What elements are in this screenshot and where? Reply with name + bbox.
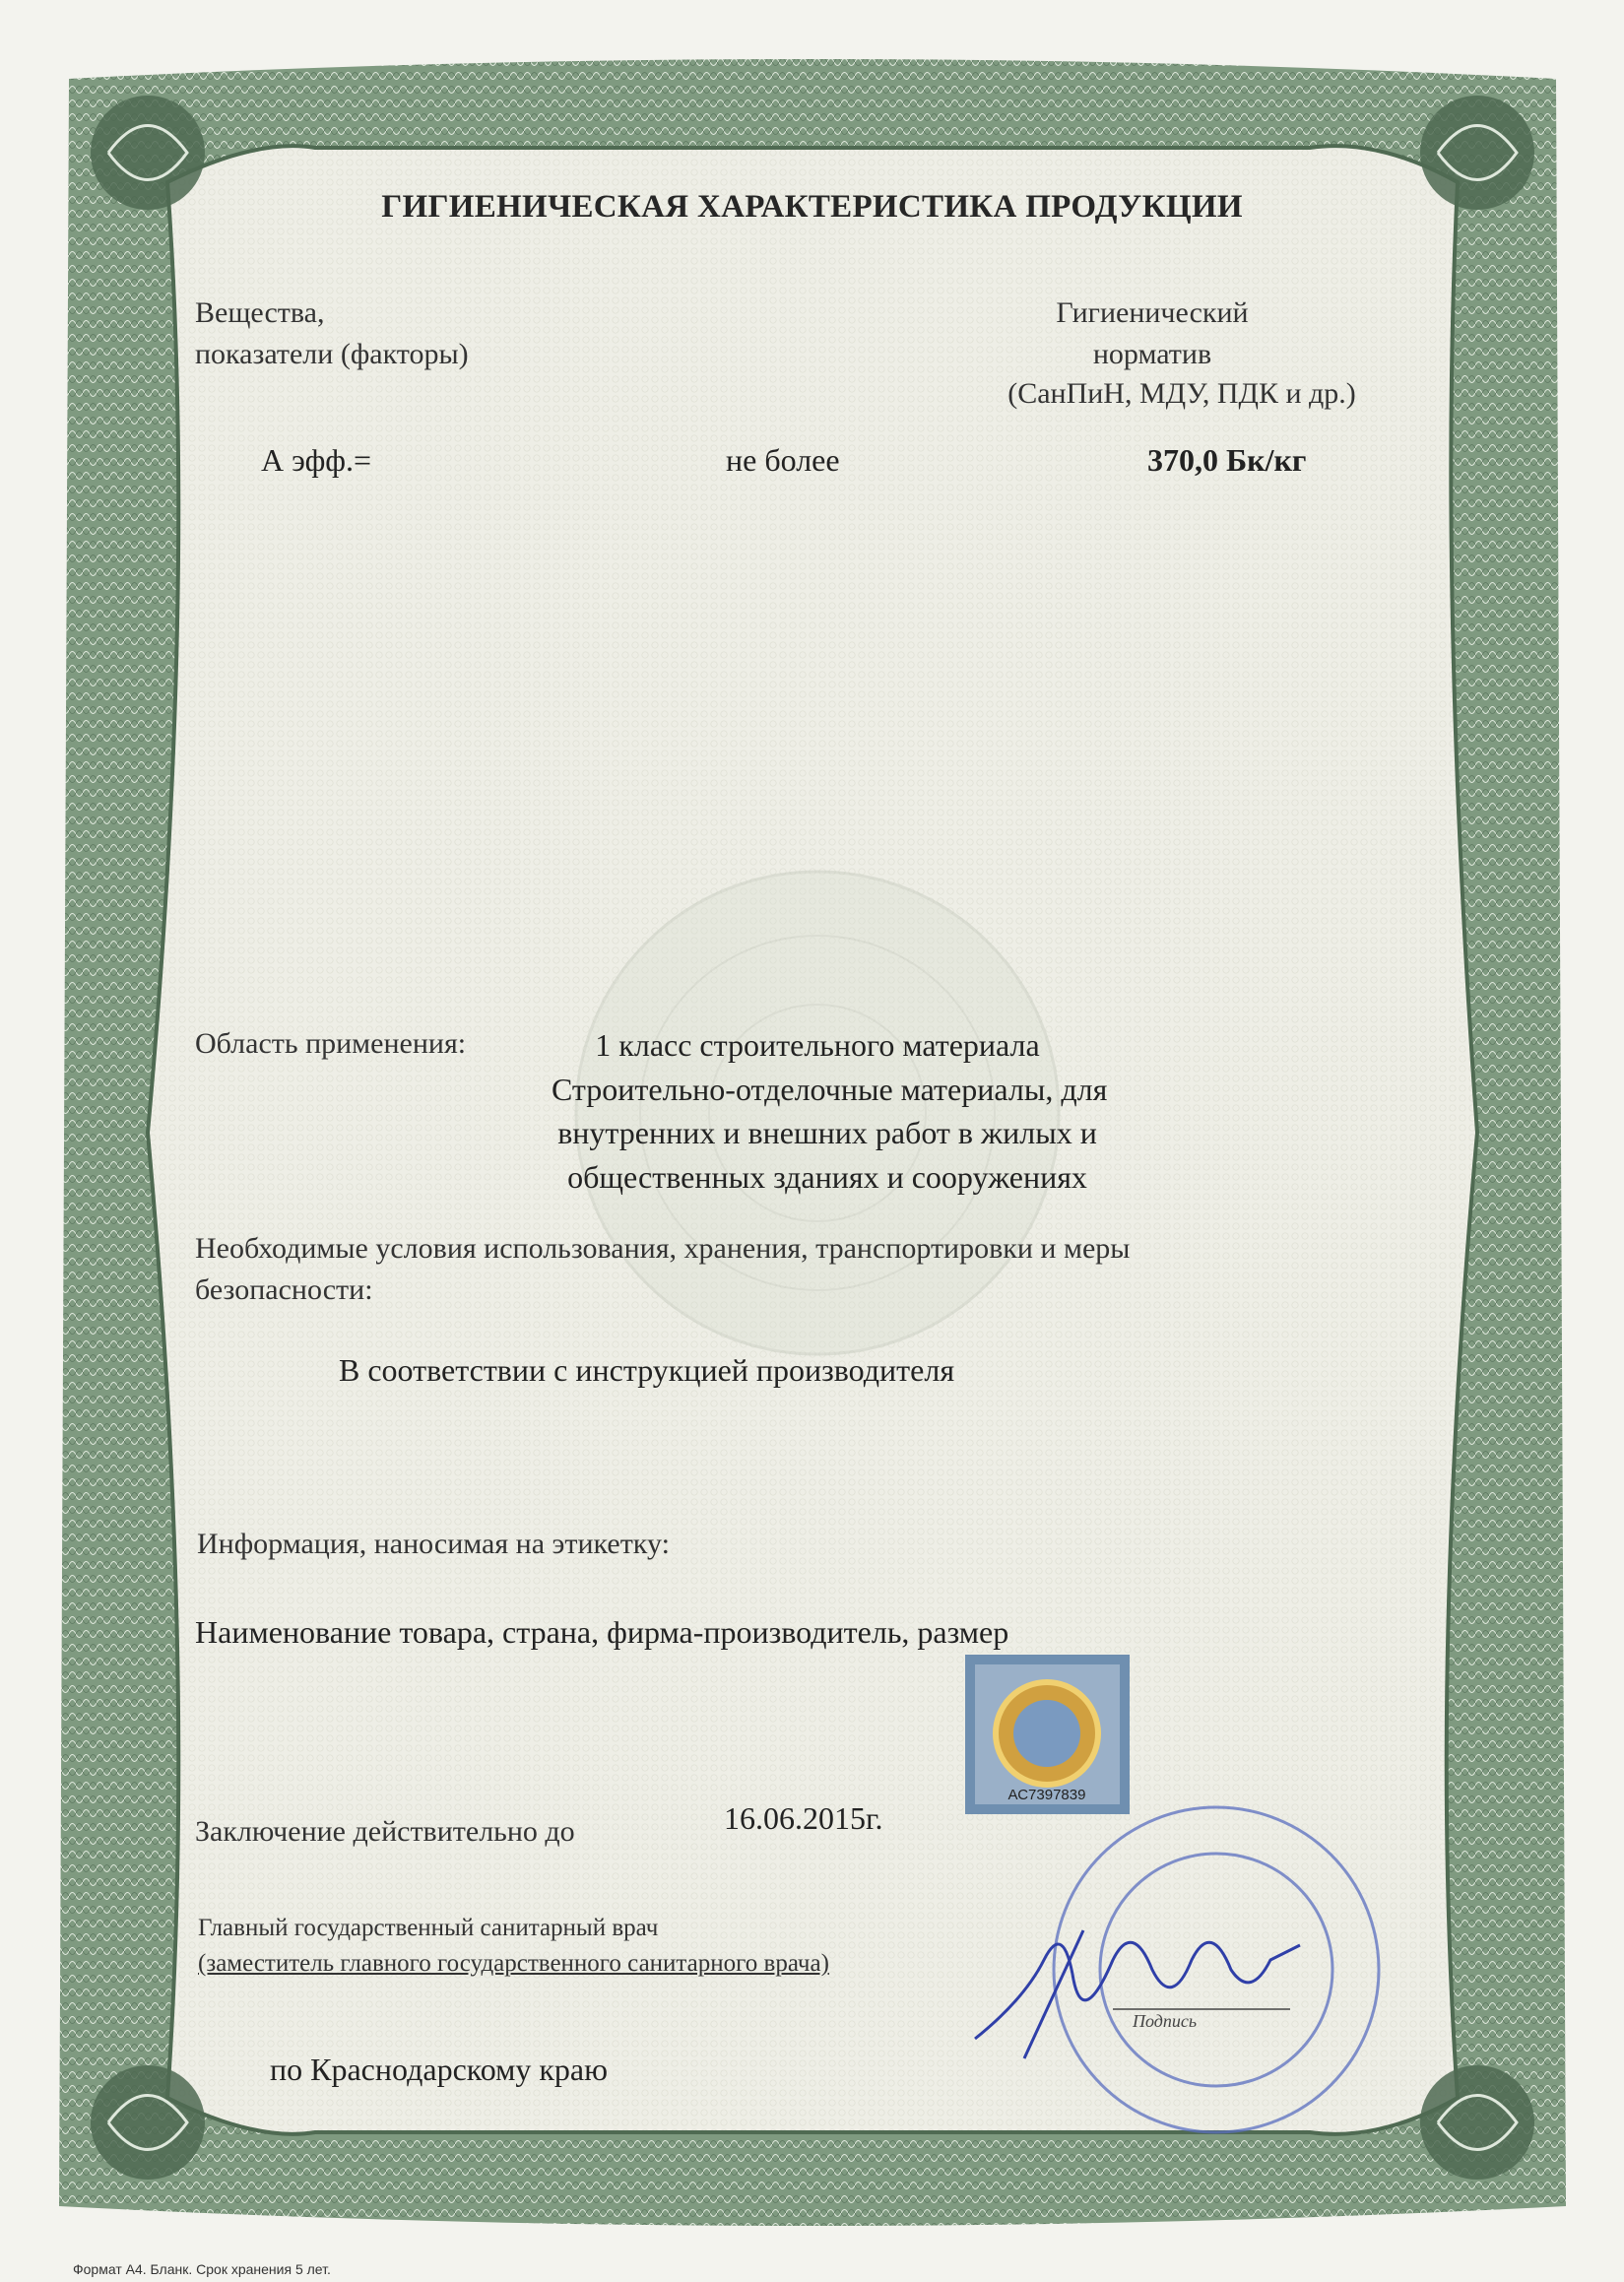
label-info-label: Информация, наносимая на этикетку: (197, 1528, 670, 1560)
norm-label-line2: норматив (1092, 338, 1212, 370)
indicator-condition: не более (726, 442, 840, 478)
conditions-label-line1: Необходимые условия использования, хранения, транспортировки и меры (195, 1232, 1131, 1265)
validity-date: 16.06.2015г. (724, 1800, 883, 1836)
conditions-label-line2: безопасности: (195, 1273, 373, 1306)
application-line4: общественных зданиях и сооружениях (567, 1159, 1087, 1195)
document-title: ГИГИЕНИЧЕСКАЯ ХАРАКТЕРИСТИКА ПРОДУКЦИИ (381, 189, 1243, 225)
hologram-sticker (965, 1655, 1130, 1814)
indicator-value: 370,0 Бк/кг (1147, 442, 1307, 478)
application-line2: Строительно-отделочные материалы, для (552, 1072, 1108, 1107)
substances-label-line2: показатели (факторы) (195, 338, 469, 370)
form-footer: Формат А4. Бланк. Срок хранения 5 лет. (73, 2261, 331, 2277)
signatory-region: по Краснодарскому краю (270, 2052, 608, 2087)
substances-label-line1: Вещества, (195, 296, 325, 329)
application-line3: внутренних и внешних работ в жилых и (557, 1115, 1097, 1150)
validity-label: Заключение действительно до (195, 1815, 575, 1848)
conditions-value: В соответствии с инструкцией производителя (339, 1352, 955, 1388)
signature-caption: Подпись (1133, 2011, 1198, 2031)
application-line1: 1 класс строительного материала (595, 1027, 1040, 1063)
norm-label-line1: Гигиенический (1056, 296, 1249, 329)
indicator-name: А эфф.= (261, 442, 371, 478)
label-info-value: Наименование товара, страна, фирма-производитель, размер (195, 1614, 1009, 1650)
signatory-title: Главный государственный санитарный врач (198, 1915, 659, 1941)
svg-text:АС7397839: АС7397839 (1007, 1787, 1086, 1803)
norm-label-line3: (СанПиН, МДУ, ПДК и др.) (1007, 377, 1356, 410)
application-label: Область применения: (195, 1027, 467, 1060)
signatory-deputy: (заместитель главного государственного санитарного врача) (198, 1950, 829, 1977)
